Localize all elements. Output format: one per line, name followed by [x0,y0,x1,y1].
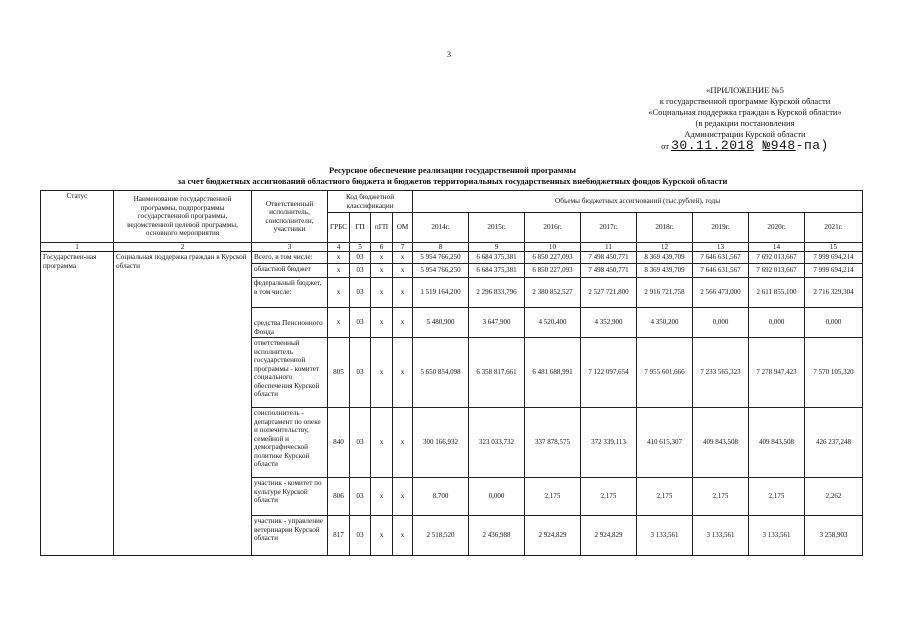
value-cell: 7 278 947,423 [749,338,805,408]
value-cell: 3 133,561 [637,516,693,556]
gp-cell: 03 [350,516,371,556]
col-number: 8 [413,243,469,252]
header-pgp: пГП [371,213,393,243]
value-cell: 0,000 [749,308,805,338]
header-status: Статус [41,191,114,243]
value-cell: 3 647,900 [469,308,525,338]
status-cell: Государствен-ная программа [41,252,114,556]
value-cell: 6 850 227,093 [525,264,581,278]
appendix-line: (в редакции постановления [695,118,795,128]
value-cell: 4 350,200 [637,308,693,338]
col-number: 9 [469,243,525,252]
col-number: 1 [41,243,114,252]
pgp-cell: x [371,264,393,278]
value-cell: 5 480,900 [413,308,469,338]
value-cell: 6 358 817,661 [469,338,525,408]
value-cell: 2 716 329,304 [805,278,863,308]
col-number: 5 [350,243,371,252]
value-cell: 5 650 854,098 [413,338,469,408]
decree-suffix: -па) [795,138,829,153]
value-cell: 0,000 [805,308,863,338]
header-year: 2014г. [413,213,469,243]
header-year: 2018г. [637,213,693,243]
value-cell: 409 843,508 [749,408,805,478]
grbs-cell: 840 [328,408,350,478]
appendix-title: «ПРИЛОЖЕНИЕ №5 [706,85,784,95]
appendix-line: к государственной программе Курской области [659,96,831,106]
pgp-cell: x [371,478,393,516]
value-cell: 2,175 [693,478,749,516]
header-year: 2017г. [581,213,637,243]
om-cell: x [393,516,413,556]
value-cell: 2,262 [805,478,863,516]
program-name-cell: Социальная поддержка граждан в Курской области [114,252,252,556]
value-cell: 7 646 631,567 [693,252,749,264]
value-cell: 7 570 105,320 [805,338,863,408]
value-cell: 3 133,561 [749,516,805,556]
om-cell: x [393,308,413,338]
value-cell: 8 369 439,709 [637,264,693,278]
col-number: 15 [805,243,863,252]
pgp-cell: x [371,516,393,556]
pgp-cell: x [371,408,393,478]
col-number: 4 [328,243,350,252]
value-cell: 7 955 601,666 [637,338,693,408]
document-subtitle: за счет бюджетных ассигнований областного бюджета и бюджетов территориальных государственных внебюджетных фондов Курской области [177,176,728,186]
value-cell: 2 296 833,796 [469,278,525,308]
value-cell: 0,000 [693,308,749,338]
row-label: средства Пенсионного Фонда [252,308,328,338]
value-cell: 4 352,900 [581,308,637,338]
header-year: 2016г. [525,213,581,243]
value-cell: 2 924,829 [581,516,637,556]
row-label: областной бюджет [252,264,328,278]
om-cell: x [393,278,413,308]
decree-date: 30.11.2018 [671,138,755,153]
col-number: 2 [114,243,252,252]
row-label: участник - комитет по культуре Курской области [252,478,328,516]
resource-table [40,190,863,556]
appendix-line: «Социальная поддержка граждан в Курской области» [648,107,842,117]
value-cell: 2,175 [637,478,693,516]
header-volumes: Объемы бюджетных ассигнований (тыс.рублей), годы [413,191,863,213]
om-cell: x [393,408,413,478]
col-number: 11 [581,243,637,252]
header-name: Наименование государственной программы, подпрограммы государственной программы, ведомственной целевой программы, основного мероприятия [114,191,252,243]
grbs-cell: 805 [328,338,350,408]
value-cell: 409 843,508 [693,408,749,478]
row-label: федеральный бюджет, в том числе: [252,278,328,308]
value-cell: 8 369 439,709 [637,252,693,264]
gp-cell: 03 [350,264,371,278]
col-number: 10 [525,243,581,252]
value-cell: 3 258,903 [805,516,863,556]
gp-cell: 03 [350,278,371,308]
value-cell: 7 498 450,771 [581,252,637,264]
value-cell: 2,175 [749,478,805,516]
value-cell: 0,000 [469,478,525,516]
col-number: 12 [637,243,693,252]
col-number: 7 [393,243,413,252]
pgp-cell: x [371,338,393,408]
gp-cell: 03 [350,408,371,478]
col-number: 3 [252,243,328,252]
header-year: 2019г. [693,213,749,243]
om-cell: x [393,338,413,408]
value-cell: 2 611 855,100 [749,278,805,308]
value-cell: 7 122 097,654 [581,338,637,408]
value-cell: 2 566 473,000 [693,278,749,308]
row-label: Всего, в том числе: [252,252,328,264]
grbs-cell: 817 [328,516,350,556]
value-cell: 7 233 565,323 [693,338,749,408]
value-cell: 7 692 013,667 [749,252,805,264]
appendix-line: Администрации Курской области [684,129,806,139]
om-cell: x [393,478,413,516]
value-cell: 426 237,248 [805,408,863,478]
gp-cell: 03 [350,338,371,408]
header-year: 2020г. [749,213,805,243]
value-cell: 7 999 694,214 [805,252,863,264]
grbs-cell: x [328,252,350,264]
om-cell: x [393,252,413,264]
pgp-cell: x [371,252,393,264]
value-cell: 8,700 [413,478,469,516]
value-cell: 7 646 631,567 [693,264,749,278]
value-cell: 7 498 450,771 [581,264,637,278]
header-code: Код бюджетной классификации [328,191,413,213]
om-cell: x [393,264,413,278]
header-grbs: ГРБС [328,213,350,243]
value-cell: 6 481 688,991 [525,338,581,408]
col-number: 6 [371,243,393,252]
value-cell: 2 436,988 [469,516,525,556]
column-number-row [41,243,863,252]
value-cell: 5 954 766,250 [413,252,469,264]
col-number: 14 [749,243,805,252]
value-cell: 5 954 766,250 [413,264,469,278]
value-cell: 2 518,520 [413,516,469,556]
header-om: ОМ [393,213,413,243]
value-cell: 1 519 164,200 [413,278,469,308]
date-prefix: от [661,141,669,151]
grbs-cell: x [328,278,350,308]
pgp-cell: x [371,308,393,338]
header-gp: ГП [350,213,371,243]
gp-cell: 03 [350,308,371,338]
grbs-cell: 806 [328,478,350,516]
value-cell: 323 033,732 [469,408,525,478]
value-cell: 410 615,307 [637,408,693,478]
appendix-date-line [630,140,860,152]
value-cell: 2 924,829 [525,516,581,556]
row-label: соисполнитель - департамент по опеке и попечительству, семейной и демографической политике Курской области [252,408,328,478]
document-title: Ресурсное обеспечение реализации государственной программы [329,165,576,175]
value-cell: 2 380 852,527 [525,278,581,308]
decree-number: №948 [762,138,796,153]
value-cell: 372 339,113 [581,408,637,478]
grbs-cell: x [328,264,350,278]
value-cell: 2 916 721,758 [637,278,693,308]
header-year: 2015г. [469,213,525,243]
value-cell: 300 166,932 [413,408,469,478]
value-cell: 2 527 721,800 [581,278,637,308]
gp-cell: 03 [350,252,371,264]
pgp-cell: x [371,278,393,308]
value-cell: 6 684 375,381 [469,252,525,264]
col-number: 13 [693,243,749,252]
gp-cell: 03 [350,478,371,516]
grbs-cell: x [328,308,350,338]
value-cell: 6 850 227,093 [525,252,581,264]
page-number: 3 [447,50,451,59]
header-year: 2021г. [805,213,863,243]
value-cell: 2,175 [581,478,637,516]
table-row [41,252,863,264]
value-cell: 6 684 375,381 [469,264,525,278]
header-executor: Ответственный исполнитель, соисполнители, участники [252,191,328,243]
appendix-block [630,85,860,152]
row-label: участник - управление ветеринарии Курской области [252,516,328,556]
value-cell: 7 999 694,214 [805,264,863,278]
row-label: ответственный исполнитель государственной программы - комитет социального обеспечения Курской области [252,338,328,408]
value-cell: 2,175 [525,478,581,516]
value-cell: 337 878,575 [525,408,581,478]
value-cell: 3 133,561 [693,516,749,556]
value-cell: 7 692 013,667 [749,264,805,278]
value-cell: 4 520,400 [525,308,581,338]
